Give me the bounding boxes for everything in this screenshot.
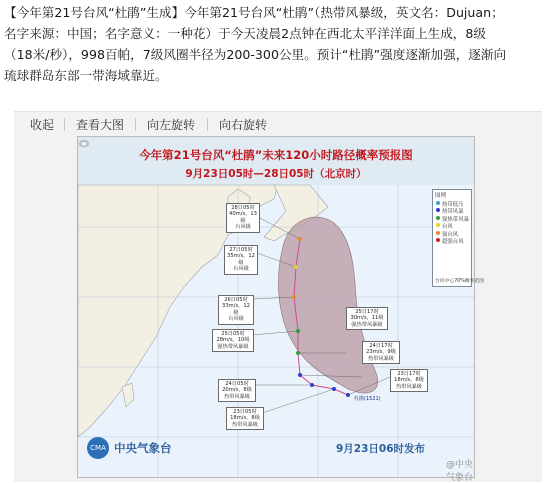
forecast-label-box: 23日17时 18m/s，8级 热带风暴级 [390,369,428,392]
weibo-post-text [4,2,556,86]
track-point [296,329,300,333]
toolbar-divider [64,118,65,131]
cma-logo-icon: CMA [87,437,109,459]
legend-item: 强热带风暴 [433,215,471,222]
legend-dot-icon [436,208,440,212]
forecast-label-box: 28日05时 40m/s，13级 台风级 [226,203,260,233]
watermark: @中央气象台 [446,460,474,483]
track-point [310,383,314,387]
forecast-label-box: 24日17时 23m/s，9级 热带风暴级 [362,341,400,364]
post-line: 琉球群岛东部一带海域靠近。 [4,68,168,83]
forecast-label-box: 25日17时 30m/s，11级 强热带风暴级 [346,307,388,330]
legend-item: 台风 [433,222,471,229]
legend-item: 热带风暴 [433,207,471,214]
legend-title: 图例 [435,193,447,199]
land-taiwan [122,383,134,407]
weibo-logo-icon [78,137,90,148]
map-subtitle: 9月23日05时—28日05时（北京时） [185,168,367,180]
track-point [332,387,336,391]
org-name: 中央气象台 [114,441,172,455]
forecast-label-box: 26日05时 33m/s，12级 台风级 [218,295,254,325]
view-large-button[interactable]: 查看大图 [76,118,125,132]
image-toolbar [14,111,542,137]
legend-item: 强台风 [433,230,471,237]
rotate-right-button[interactable]: 向右旋转 [219,118,268,132]
post-line: 名字来源：中国；名字意义：一种花）于今天凌晨2点钟在西北太平洋洋面上生成，8级 [4,26,486,41]
probability-cone [278,217,377,393]
image-viewer [14,136,542,482]
forecast-label-box: 27日05时 35m/s，12级 台风级 [224,245,258,275]
legend-dot-icon [436,238,440,242]
legend-item: 热带低压 [433,200,471,207]
post-line: （18米/秒），998百帕，7级风圈半径为200-300公里。预计“杜鹃”强度逐渐加强，逐渐向 [4,47,507,62]
track-point [298,373,302,377]
track-point [298,237,302,241]
rotate-left-button[interactable]: 向左旋转 [147,118,196,132]
forecast-label-box: 23日05时 18m/s，8级 热带风暴级 [226,407,264,430]
typhoon-forecast-map[interactable] [77,136,485,483]
release-time: 9月23日06时发布 [336,443,426,455]
legend-dot-icon [436,216,440,220]
legend-dot-icon [436,201,440,205]
toolbar-divider [135,118,136,131]
typhoon-name-label: 杜鹃(1521) [354,396,381,402]
map-title: 今年第21号台风“杜鹃”未来120小时路径概率预报图 [139,148,413,162]
track-point [346,393,350,397]
legend-dot-icon [436,223,440,227]
map-legend [432,189,485,287]
forecast-label-box: 24日05时 20m/s，8级 热带风暴级 [218,379,256,402]
toolbar-divider [207,118,208,131]
collapse-button[interactable]: 收起 [30,118,55,132]
legend-note: 台风中心70%概率范围 [435,279,485,284]
track-point [296,351,300,355]
track-point [294,265,298,269]
forecast-label-box: 25日05时 28m/s，10级 强热带风暴级 [212,329,254,352]
track-point [292,295,296,299]
legend-dot-icon [436,231,440,235]
map-graphic [78,137,474,477]
legend-item: 超强台风 [433,237,471,244]
post-line: 【今年第21号台风“杜鹃”生成】今年第21号台风“杜鹃”（热带风暴级，英文名：Dujuan； [4,5,504,20]
